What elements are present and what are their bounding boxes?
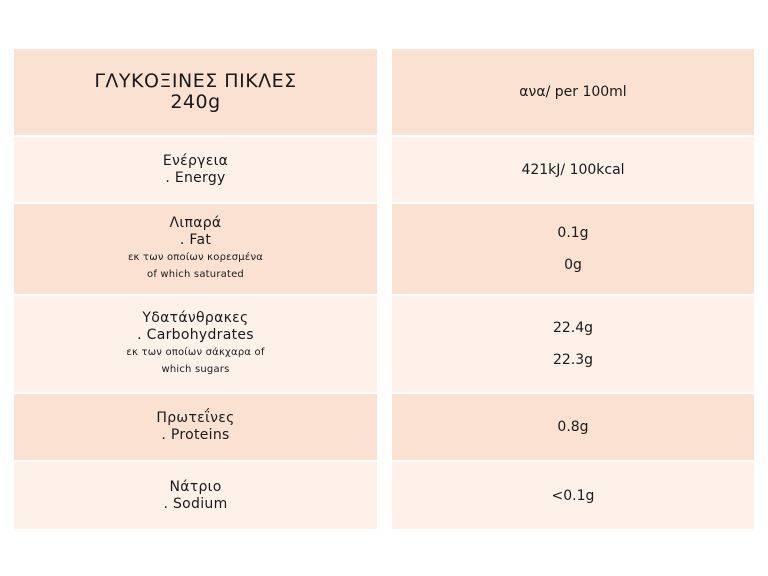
product-name: ΓΛΥΚΟΞΙΝΕΣ ΠΙΚΛΕΣ: [94, 70, 297, 92]
nutrient-value-cell: [392, 137, 754, 202]
nutrient-sub-gr: εκ των οποίων κορεσμένα: [127, 252, 264, 263]
product-weight: 240g: [170, 91, 221, 113]
nutrient-name-en: . Carbohydrates: [137, 327, 254, 343]
nutrient-value-cell: [392, 394, 754, 460]
table-row: [14, 204, 754, 294]
nutrient-value: 22.4g: [552, 320, 594, 336]
nutrient-name-en: . Energy: [165, 169, 226, 186]
table-row: [14, 394, 754, 460]
nutrient-sub-value: 22.3g: [552, 352, 594, 368]
nutrient-sub-en: of which saturated: [147, 269, 244, 280]
nutrient-label-cell: [14, 462, 377, 529]
table-row: [14, 462, 754, 529]
nutrient-value-cell: [392, 204, 754, 294]
product-title-cell: [14, 49, 377, 135]
nutrient-sub-value: 0g: [564, 257, 582, 273]
nutrient-value-cell: [392, 296, 754, 392]
nutrient-value-cell: [392, 462, 754, 529]
nutrient-value: 421kJ/ 100kcal: [521, 161, 625, 178]
nutrient-name-gr: Λιπαρά: [169, 215, 222, 231]
nutrient-name-en: . Sodium: [163, 495, 228, 512]
table-row: [14, 137, 754, 202]
per-unit-label: ανα/ per 100ml: [519, 84, 627, 100]
per-unit-cell: [392, 49, 754, 135]
nutrient-name-en: . Fat: [179, 232, 212, 248]
nutrient-value: <0.1g: [551, 487, 595, 504]
nutrient-label-cell: [14, 394, 377, 460]
nutrient-label-cell: [14, 137, 377, 202]
table-header-row: [14, 49, 754, 135]
nutrient-name-en: . Proteins: [161, 427, 230, 443]
nutrition-table: [14, 49, 754, 529]
nutrient-value: 0.8g: [557, 419, 589, 435]
nutrient-label-cell: [14, 296, 377, 392]
nutrient-name-gr: Νάτριο: [169, 478, 222, 495]
nutrient-value: 0.1g: [557, 225, 589, 241]
nutrient-name-gr: Ενέργεια: [162, 152, 229, 169]
nutrient-name-gr: Πρωτεΐνες: [156, 410, 235, 426]
nutrient-name-gr: Υδατάνθρακες: [142, 310, 249, 326]
nutrient-sub-gr: εκ των οποίων σάκχαρα of: [126, 347, 265, 358]
nutrient-label-cell: [14, 204, 377, 294]
nutrient-sub-en: which sugars: [161, 364, 230, 375]
table-row: [14, 296, 754, 392]
